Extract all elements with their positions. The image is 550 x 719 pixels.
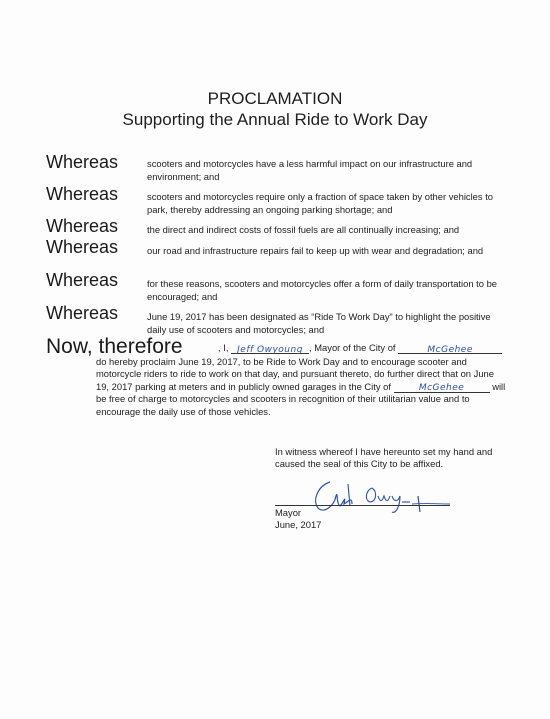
proclamation-body-part2: will be free of charge to motorcycles and scooters in recognition of their utilitarian value and to encourage the daily use of those vehicles. (96, 380, 506, 417)
whereas-clause-6: June 19, 2017 has been designated as “Ride To Work Day” to highlight the positive daily use of scooters and motorcycles; and (147, 311, 491, 335)
city-blank-2 (394, 381, 490, 393)
signature-date: June, 2017 (275, 519, 322, 530)
proclamation-subtitle: Supporting the Annual Ride to Work Day (122, 110, 428, 129)
i-text: , I, (218, 342, 229, 353)
proclamation-title: PROCLAMATION (207, 89, 343, 108)
mayor-name-handwritten: Jeff Owyoung (237, 345, 303, 355)
whereas-label: Whereas (46, 152, 119, 172)
mayor-of-city-text: , Mayor of the City of (309, 342, 396, 353)
city-name-blank (398, 342, 502, 354)
now-therefore-heading: Now, therefore (46, 335, 183, 358)
whereas-clause-1: scooters and motorcycles have a less harmful impact on our infrastructure and environment; and (147, 158, 473, 182)
city-name-handwritten: McGehee (427, 345, 473, 355)
proclamation-body-part1: do hereby proclaim June 19, 2017, to be Ride to Work Day and to encourage scooter and motorcycle riders to ride to work on that day, and pursuant thereto, do further direct that on June 19, 2017 parking at meters and in publicly owned garages in the (96, 356, 494, 392)
mayor-signature (308, 474, 458, 520)
now-therefore-line (218, 341, 502, 354)
whereas-clause-3: the direct and indirect costs of fossil fuels are all continually increasing; and (147, 224, 460, 235)
whereas-label: Whereas (46, 270, 119, 290)
whereas-clause-5: for these reasons, scooters and motorcycles offer a form of daily transportation to be encouraged; and (147, 278, 498, 302)
mayor-name-blank (231, 342, 309, 354)
whereas-clause-4: our road and infrastructure repairs fail to keep up with wear and degradation; and (147, 245, 484, 256)
whereas-label: Whereas (46, 237, 119, 257)
whereas-label: Whereas (46, 184, 119, 204)
city-of-text: City of (364, 380, 391, 392)
whereas-label: Whereas (46, 303, 119, 323)
whereas-clause-2: scooters and motorcycles require only a fraction of space taken by other vehicles to park, thereby addressing an ongoing parking shortage; and (147, 191, 494, 215)
mayor-label: Mayor (275, 507, 302, 518)
city-handwritten-2: McGehee (418, 383, 465, 394)
witness-statement: In witness whereof I have hereunto set my hand and caused the seal of this City to be affixed. (275, 446, 493, 470)
signature-line (275, 505, 450, 506)
whereas-label: Whereas (46, 216, 119, 236)
proclamation-body (96, 356, 506, 418)
